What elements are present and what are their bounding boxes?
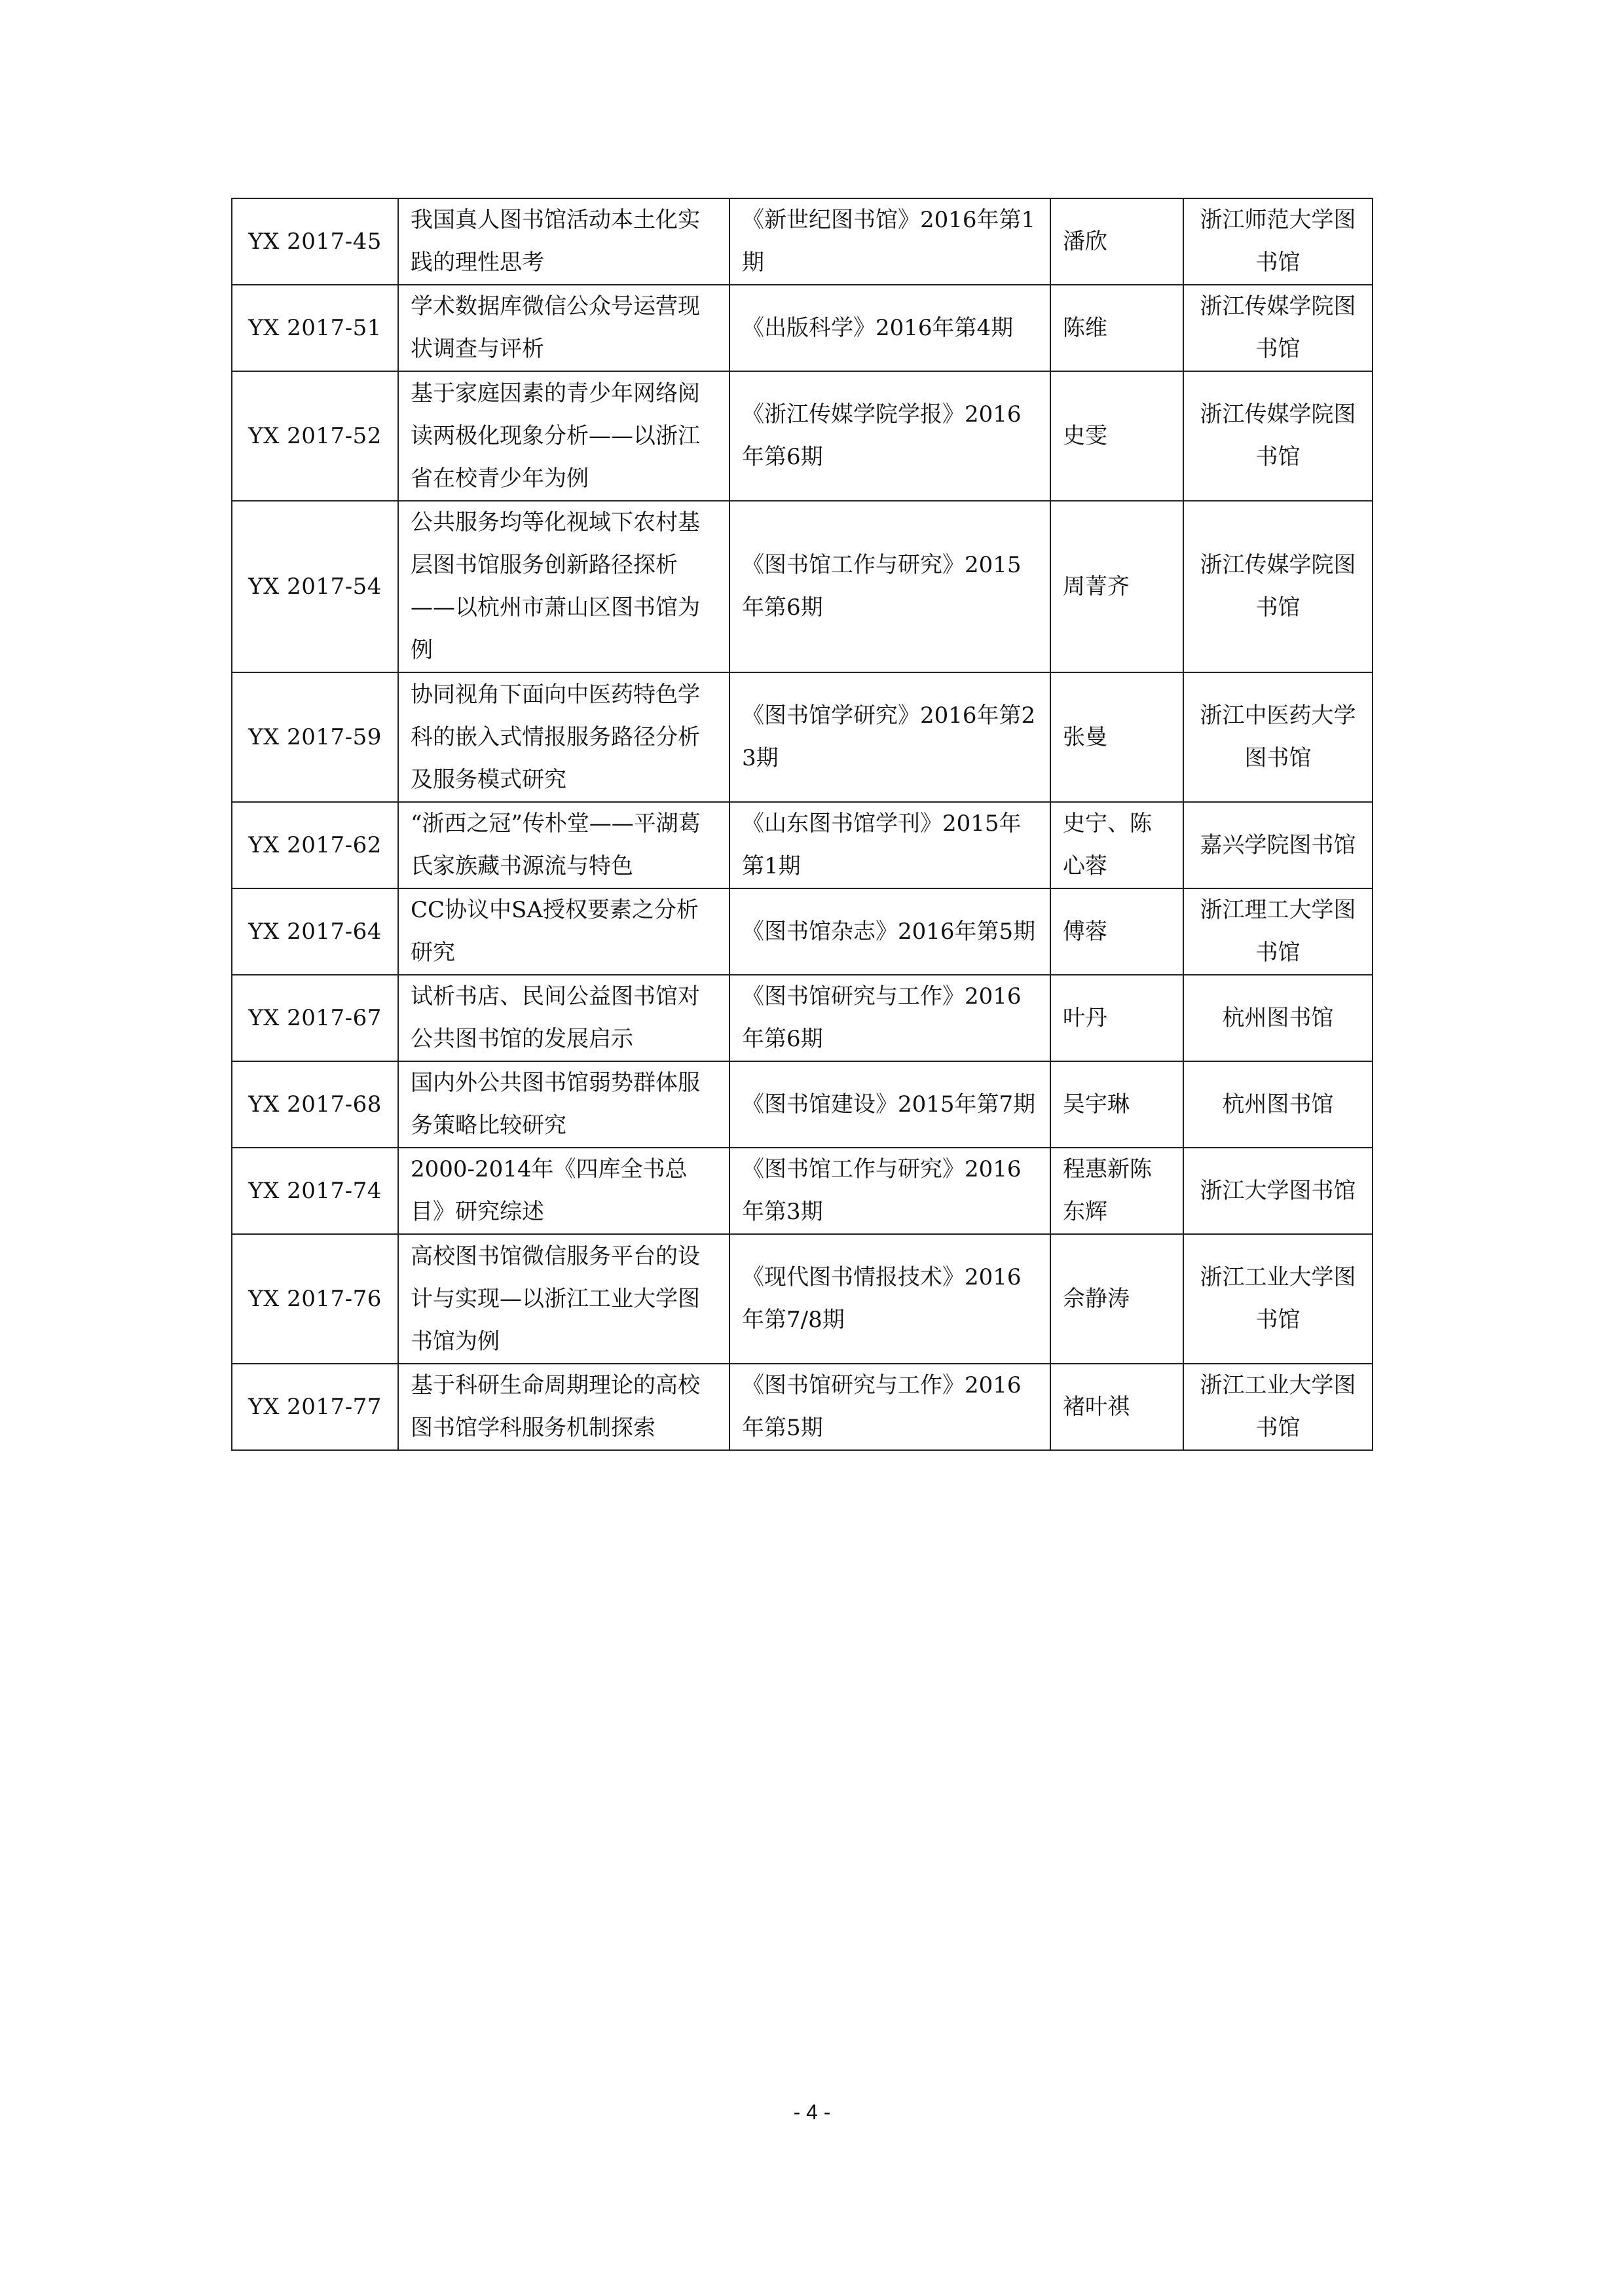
record-source: 《现代图书情报技术》2016年第7/8期 <box>729 1234 1050 1364</box>
table-row <box>232 1148 1373 1234</box>
record-title: 基于家庭因素的青少年网络阅读两极化现象分析——以浙江省在校青少年为例 <box>398 371 729 501</box>
record-title: 国内外公共图书馆弱势群体服务策略比较研究 <box>398 1061 729 1148</box>
record-code: YX 2017-76 <box>232 1234 398 1364</box>
record-author: 褚叶祺 <box>1050 1364 1183 1450</box>
record-org: 浙江大学图书馆 <box>1183 1148 1373 1234</box>
record-code: YX 2017-74 <box>232 1148 398 1234</box>
record-source: 《图书馆研究与工作》2016年第5期 <box>729 1364 1050 1450</box>
record-author: 程惠新陈东辉 <box>1050 1148 1183 1234</box>
record-org: 嘉兴学院图书馆 <box>1183 802 1373 888</box>
record-code: YX 2017-67 <box>232 975 398 1061</box>
record-author: 傅蓉 <box>1050 888 1183 975</box>
record-title: CC协议中SA授权要素之分析研究 <box>398 888 729 975</box>
record-title: 试析书店、民间公益图书馆对公共图书馆的发展启示 <box>398 975 729 1061</box>
table-row <box>232 1364 1373 1450</box>
table-row <box>232 198 1373 285</box>
record-title: 2000-2014年《四库全书总目》研究综述 <box>398 1148 729 1234</box>
record-source: 《图书馆学研究》2016年第23期 <box>729 672 1050 802</box>
table-row <box>232 1061 1373 1148</box>
record-author: 叶丹 <box>1050 975 1183 1061</box>
record-author: 潘欣 <box>1050 198 1183 285</box>
record-code: YX 2017-62 <box>232 802 398 888</box>
record-code: YX 2017-64 <box>232 888 398 975</box>
page-number: - 4 - <box>793 2100 831 2124</box>
record-org: 浙江传媒学院图书馆 <box>1183 371 1373 501</box>
table-row <box>232 1234 1373 1364</box>
record-org: 浙江中医药大学图书馆 <box>1183 672 1373 802</box>
record-source: 《新世纪图书馆》2016年第1期 <box>729 198 1050 285</box>
record-author: 陈维 <box>1050 285 1183 371</box>
record-title: 协同视角下面向中医药特色学科的嵌入式情报服务路径分析及服务模式研究 <box>398 672 729 802</box>
record-org: 浙江传媒学院图书馆 <box>1183 285 1373 371</box>
table-row <box>232 285 1373 371</box>
table-row <box>232 371 1373 501</box>
record-org: 浙江理工大学图书馆 <box>1183 888 1373 975</box>
record-title: 高校图书馆微信服务平台的设计与实现—以浙江工业大学图书馆为例 <box>398 1234 729 1364</box>
record-title: 我国真人图书馆活动本土化实践的理性思考 <box>398 198 729 285</box>
record-source: 《山东图书馆学刊》2015年第1期 <box>729 802 1050 888</box>
record-author: 史雯 <box>1050 371 1183 501</box>
record-author: 周菁齐 <box>1050 501 1183 672</box>
record-org: 浙江工业大学图书馆 <box>1183 1234 1373 1364</box>
record-source: 《出版科学》2016年第4期 <box>729 285 1050 371</box>
record-source: 《浙江传媒学院学报》2016年第6期 <box>729 371 1050 501</box>
record-code: YX 2017-54 <box>232 501 398 672</box>
record-code: YX 2017-51 <box>232 285 398 371</box>
record-source: 《图书馆工作与研究》2015年第6期 <box>729 501 1050 672</box>
record-source: 《图书馆工作与研究》2016年第3期 <box>729 1148 1050 1234</box>
record-code: YX 2017-77 <box>232 1364 398 1450</box>
record-org: 杭州图书馆 <box>1183 975 1373 1061</box>
record-code: YX 2017-68 <box>232 1061 398 1148</box>
record-org: 浙江师范大学图书馆 <box>1183 198 1373 285</box>
record-code: YX 2017-59 <box>232 672 398 802</box>
record-org: 杭州图书馆 <box>1183 1061 1373 1148</box>
record-author: 吴宇琳 <box>1050 1061 1183 1148</box>
record-source: 《图书馆建设》2015年第7期 <box>729 1061 1050 1148</box>
record-author: 佘静涛 <box>1050 1234 1183 1364</box>
table-row <box>232 802 1373 888</box>
record-title: “浙西之冠”传朴堂——平湖葛氏家族藏书源流与特色 <box>398 802 729 888</box>
record-source: 《图书馆杂志》2016年第5期 <box>729 888 1050 975</box>
record-author: 史宁、陈心蓉 <box>1050 802 1183 888</box>
table-row <box>232 672 1373 802</box>
record-source: 《图书馆研究与工作》2016年第6期 <box>729 975 1050 1061</box>
record-author: 张曼 <box>1050 672 1183 802</box>
table-row <box>232 501 1373 672</box>
record-title: 基于科研生命周期理论的高校图书馆学科服务机制探索 <box>398 1364 729 1450</box>
record-org: 浙江工业大学图书馆 <box>1183 1364 1373 1450</box>
table-row <box>232 888 1373 975</box>
record-code: YX 2017-52 <box>232 371 398 501</box>
record-code: YX 2017-45 <box>232 198 398 285</box>
record-title: 学术数据库微信公众号运营现状调查与评析 <box>398 285 729 371</box>
records-table <box>231 198 1373 1451</box>
record-title: 公共服务均等化视域下农村基层图书馆服务创新路径探析——以杭州市萧山区图书馆为例 <box>398 501 729 672</box>
record-org: 浙江传媒学院图书馆 <box>1183 501 1373 672</box>
table-row <box>232 975 1373 1061</box>
